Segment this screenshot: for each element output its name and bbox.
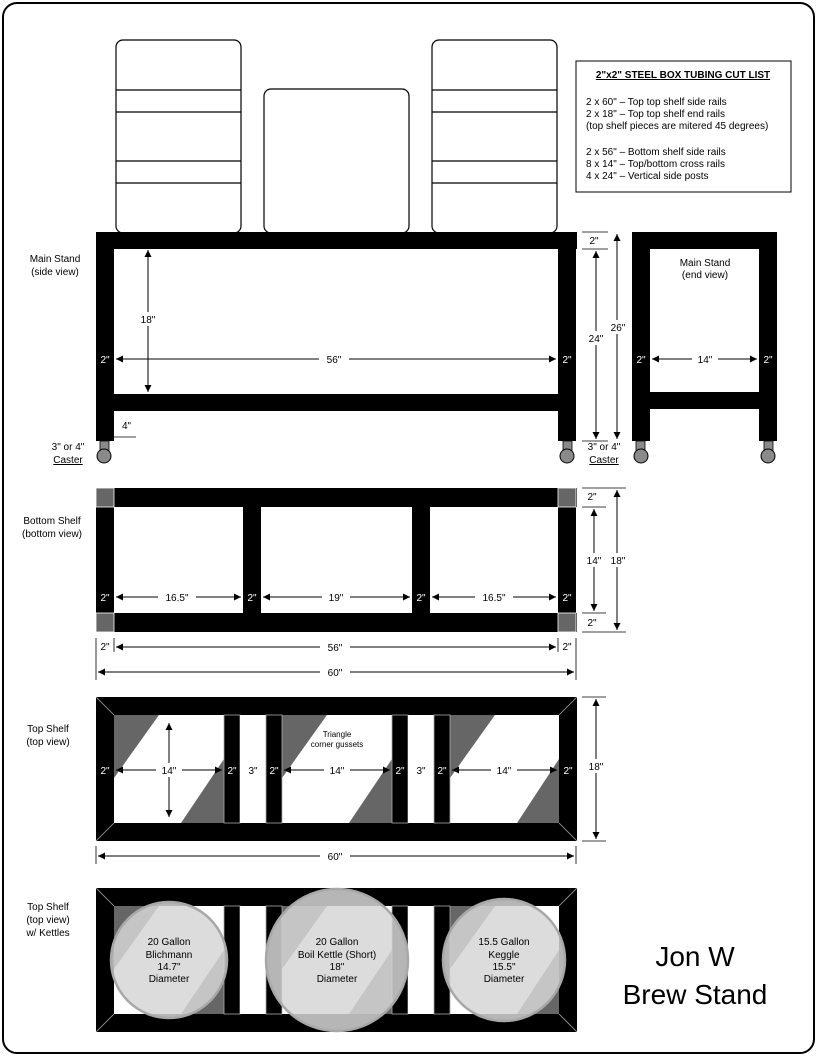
dim-depth: 18"	[610, 556, 626, 567]
dim-rail: 2"	[227, 766, 237, 777]
dim-rail-thickness: 2"	[587, 492, 597, 503]
top-shelf-label: Top Shelf	[27, 724, 69, 735]
top-shelf	[26, 697, 608, 864]
dim-rail-thickness: 2"	[247, 593, 257, 604]
end-right-post	[759, 249, 777, 441]
dim-ground: 4"	[122, 421, 132, 432]
bottom-rail	[114, 394, 558, 411]
side-view-label: Main Stand	[29, 254, 81, 265]
kettle-view-label: Top Shelf	[27, 902, 69, 913]
post-end	[558, 488, 576, 507]
gusset-note: corner gussets	[310, 740, 364, 749]
bottom-shelf-label: (bottom view)	[21, 529, 83, 540]
dim-post-thickness: 2"	[562, 355, 572, 366]
dim-rail: 2"	[269, 766, 279, 777]
cut-list-line: 2 x 18" – Top top shelf end rails	[586, 109, 726, 120]
dim-end-width: 14"	[697, 355, 713, 366]
dim-rail: 2"	[100, 766, 110, 777]
cut-list-line: (top shelf pieces are mitered 45 degrees)	[586, 121, 769, 132]
dim-rail: 2"	[395, 766, 405, 777]
dim-gap: 3"	[416, 766, 426, 777]
post-end	[96, 488, 114, 507]
post-end	[96, 613, 114, 632]
cut-list-line: 4 x 24" – Vertical side posts	[586, 171, 709, 182]
dim-rail-thickness: 2"	[589, 236, 599, 247]
dim-width: 56"	[326, 355, 342, 366]
caster-label: 3" or 4"	[587, 442, 621, 453]
bottom-shelf-label: Bottom Shelf	[23, 516, 81, 527]
dim-bay-c: 16.5"	[482, 593, 506, 604]
dim-bay: 14"	[329, 766, 345, 777]
dim-span: 56"	[327, 643, 343, 654]
dim-post-length: 24"	[588, 334, 604, 345]
end-bottom-rail	[650, 392, 759, 409]
dim-bay-a: 16.5"	[165, 593, 189, 604]
dim-rail: 2"	[437, 766, 447, 777]
left-post	[96, 249, 114, 441]
dim-depth: 18"	[588, 762, 604, 773]
end-view-label: (end view)	[681, 270, 729, 281]
kettle-label: 15.5 Gallon	[478, 937, 530, 948]
kettle-label: Keggle	[488, 950, 520, 961]
cut-list-title: 2"x2" STEEL BOX TUBING CUT LIST	[595, 70, 771, 81]
top-shelf-label: (top view)	[26, 737, 70, 748]
kettle-label: 14.7"	[157, 962, 181, 973]
top-rail	[96, 232, 577, 249]
dim-rail-thickness: 2"	[562, 593, 572, 604]
kettle-view	[25, 888, 577, 1032]
gusset-note: Triangle	[322, 730, 352, 739]
dim-total-length: 60"	[327, 852, 343, 863]
signature-title: Brew Stand	[622, 979, 768, 1010]
dim-post-thickness: 2"	[100, 355, 110, 366]
dim-inner-depth: 14"	[586, 556, 602, 567]
caster-wheel-icon	[560, 449, 574, 463]
kettle-label: 20 Gallon	[315, 937, 359, 948]
dim-post-width: 2"	[100, 642, 110, 653]
side-view-label: (side view)	[31, 267, 79, 278]
caster-wheel-icon	[761, 449, 775, 463]
signature-name: Jon W	[655, 941, 735, 972]
dim-post-thickness: 2"	[636, 355, 646, 366]
kettle-label: 15.5"	[492, 962, 516, 973]
kettle-right	[432, 40, 557, 233]
end-top-rail	[632, 232, 777, 249]
right-post	[558, 249, 576, 441]
cut-list-line: 2 x 56" – Bottom shelf side rails	[586, 147, 726, 158]
kettle-label: 18"	[329, 962, 345, 973]
dim-total-length: 60"	[327, 668, 343, 679]
kettle-middle	[264, 89, 409, 233]
dim-bay-b: 19"	[328, 593, 344, 604]
dim-rail-thickness: 2"	[100, 593, 110, 604]
cut-list	[576, 61, 791, 192]
dim-gap: 3"	[248, 766, 258, 777]
dim-total-height: 26"	[610, 323, 626, 334]
kettle-label: Boil Kettle (Short)	[297, 950, 377, 961]
end-left-post	[632, 249, 650, 441]
caster-label: Caster	[589, 455, 619, 466]
kettle-label: Diameter	[483, 974, 525, 985]
dim-rail-thickness: 2"	[587, 618, 597, 629]
kettle-label: Diameter	[316, 974, 358, 985]
dim-bay: 14"	[496, 766, 512, 777]
caster-wheel-icon	[634, 449, 648, 463]
caster-label: 3" or 4"	[51, 442, 85, 453]
caster-wheel-icon	[97, 449, 111, 463]
post-end	[558, 613, 576, 632]
dim-bay: 14"	[161, 766, 177, 777]
caster-label: Caster	[53, 455, 83, 466]
cut-list-line: 8 x 14" – Top/bottom cross rails	[586, 159, 725, 170]
dim-post-width: 2"	[562, 642, 572, 653]
dim-shelf-gap: 18"	[140, 315, 156, 326]
kettle-label: Blichmann	[145, 950, 193, 961]
kettle-label: Diameter	[148, 974, 190, 985]
dim-rail-thickness: 2"	[416, 593, 426, 604]
kettle-view-label: w/ Kettles	[26, 928, 70, 939]
kettle-view-label: (top view)	[26, 915, 70, 926]
kettle-label: 20 Gallon	[147, 937, 191, 948]
dim-post-thickness: 2"	[763, 355, 773, 366]
cut-list-line: 2 x 60" – Top top shelf side rails	[586, 97, 727, 108]
kettle-left	[116, 40, 241, 233]
dim-rail: 2"	[563, 766, 573, 777]
end-view-label: Main Stand	[679, 258, 731, 269]
